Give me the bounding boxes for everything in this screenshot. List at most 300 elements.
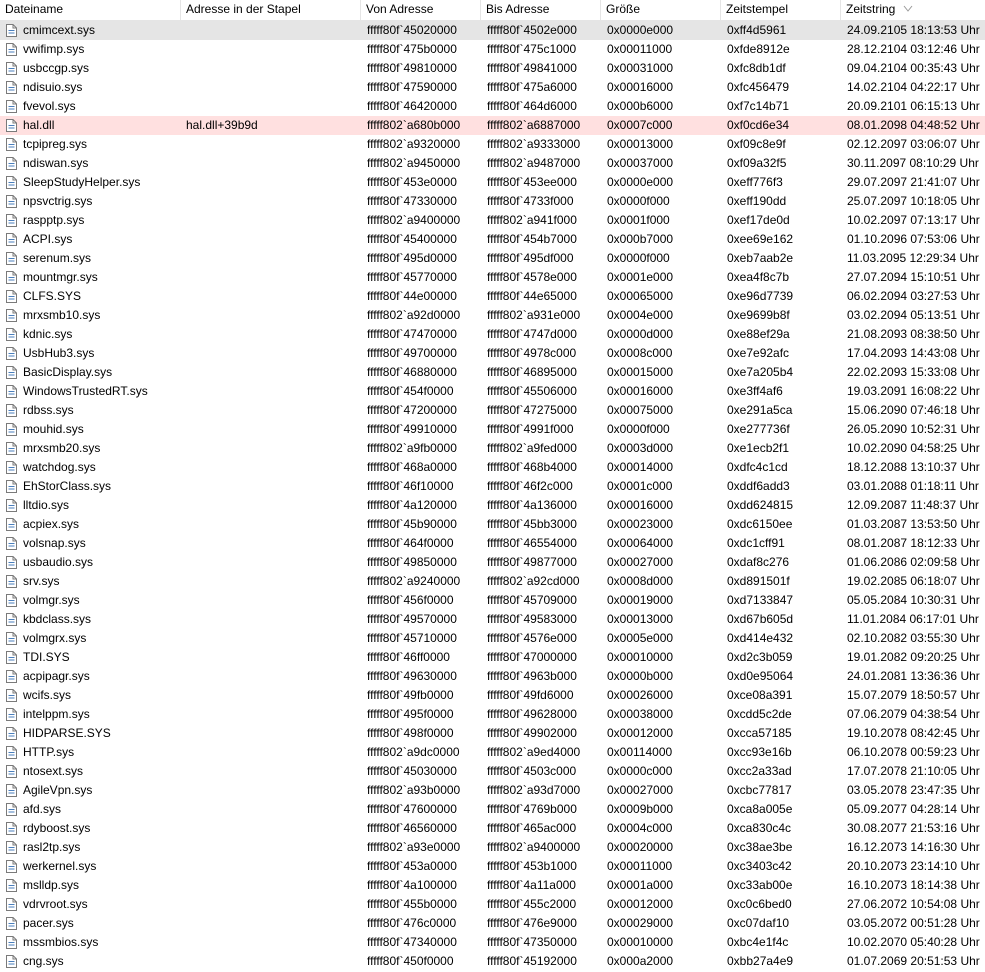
cell-dateiname (6, 78, 181, 97)
cell-dateiname (6, 306, 181, 325)
cell-zeitstring: 10.02.2097 07:13:17 Uhr (847, 213, 980, 227)
cell-dateiname (6, 458, 181, 477)
cell-groesse: 0x00065000 (607, 289, 674, 303)
cell-zeitstempel: 0xcc2a33ad (727, 764, 792, 778)
table-row[interactable] (0, 591, 985, 610)
cell-zeitstring: 10.02.2070 05:40:28 Uhr (847, 935, 980, 949)
file-icon (6, 651, 17, 664)
cell-dateiname (6, 477, 181, 496)
cell-zeitstring: 03.05.2078 23:47:35 Uhr (847, 783, 980, 797)
cell-von-adresse: fffff80f`46420000 (367, 99, 457, 113)
cell-zeitstempel: 0xca830c4c (727, 821, 792, 835)
cell-groesse: 0x0008c000 (607, 346, 673, 360)
cell-adresse-stapel (186, 344, 356, 363)
cell-bis-adresse: fffff80f`4733f000 (487, 194, 574, 208)
file-name: usbccgp.sys (23, 61, 90, 75)
cell-groesse: 0x00016000 (607, 80, 674, 94)
cell-zeitstring: 01.06.2086 02:09:58 Uhr (847, 555, 980, 569)
table-row[interactable] (0, 230, 985, 249)
cell-dateiname (6, 363, 181, 382)
file-icon (6, 347, 17, 360)
file-icon (6, 708, 17, 721)
file-icon (6, 423, 17, 436)
column-bis-adresse[interactable]: Bis Adresse (481, 0, 601, 20)
cell-von-adresse: fffff80f`4a100000 (367, 878, 457, 892)
column-header (0, 0, 985, 21)
column-dateiname[interactable]: Dateiname (0, 0, 181, 20)
cell-bis-adresse: fffff80f`4578e000 (487, 270, 577, 284)
cell-zeitstempel: 0xdc6150ee (727, 517, 793, 531)
file-name: wcifs.sys (23, 688, 71, 702)
file-icon (6, 43, 17, 56)
file-name: ACPI.sys (23, 232, 73, 246)
cell-bis-adresse: fffff80f`453ee000 (487, 175, 577, 189)
table-row[interactable] (0, 800, 985, 819)
cell-adresse-stapel (186, 78, 356, 97)
cell-zeitstempel: 0xff4d5961 (727, 23, 787, 37)
cell-dateiname (6, 876, 181, 895)
table-row[interactable] (0, 458, 985, 477)
file-icon (6, 233, 17, 246)
table-row[interactable] (0, 173, 985, 192)
cell-bis-adresse: fffff80f`453b1000 (487, 859, 577, 873)
file-icon (6, 936, 17, 949)
cell-adresse-stapel (186, 192, 356, 211)
table-row[interactable] (0, 439, 985, 458)
cell-von-adresse: fffff802`a9450000 (367, 156, 461, 170)
cell-adresse-stapel (186, 40, 356, 59)
cell-dateiname (6, 629, 181, 648)
cell-adresse-stapel (186, 230, 356, 249)
cell-zeitstempel: 0xc0c6bed0 (727, 897, 792, 911)
cell-groesse: 0x00013000 (607, 612, 674, 626)
table-row[interactable] (0, 534, 985, 553)
file-name: srv.sys (23, 574, 60, 588)
file-name: volmgr.sys (23, 593, 80, 607)
file-icon (6, 670, 17, 683)
cell-von-adresse: fffff802`a680b000 (367, 118, 461, 132)
cell-von-adresse: fffff80f`45400000 (367, 232, 457, 246)
table-row[interactable] (0, 59, 985, 78)
cell-zeitstring: 06.10.2078 00:59:23 Uhr (847, 745, 980, 759)
table-row[interactable] (0, 572, 985, 591)
cell-bis-adresse: fffff80f`47000000 (487, 650, 577, 664)
table-row[interactable] (0, 515, 985, 534)
file-icon (6, 252, 17, 265)
file-name: lltdio.sys (23, 498, 70, 512)
cell-von-adresse: fffff80f`46f10000 (367, 479, 454, 493)
file-icon (6, 385, 17, 398)
cell-groesse: 0x00014000 (607, 460, 674, 474)
cell-zeitstring: 28.12.2104 03:12:46 Uhr (847, 42, 980, 56)
cell-von-adresse: fffff80f`454f0000 (367, 384, 454, 398)
cell-von-adresse: fffff80f`49910000 (367, 422, 457, 436)
cell-groesse: 0x0000f000 (607, 422, 670, 436)
cell-adresse-stapel (186, 439, 356, 458)
table-row[interactable] (0, 116, 985, 135)
cell-von-adresse: fffff802`a9dc0000 (367, 745, 460, 759)
table-row[interactable] (0, 192, 985, 211)
file-name: vdrvroot.sys (23, 897, 88, 911)
table-row[interactable] (0, 762, 985, 781)
table-row[interactable] (0, 477, 985, 496)
table-row[interactable] (0, 97, 985, 116)
table-row[interactable] (0, 211, 985, 230)
cell-zeitstring: 20.09.2101 06:15:13 Uhr (847, 99, 980, 113)
cell-dateiname (6, 40, 181, 59)
cell-adresse-stapel (186, 21, 356, 40)
cell-dateiname (6, 268, 181, 287)
table-row[interactable] (0, 952, 985, 971)
cell-bis-adresse: fffff80f`465ac000 (487, 821, 577, 835)
cell-groesse: 0x00026000 (607, 688, 674, 702)
cell-adresse-stapel (186, 591, 356, 610)
cell-adresse-stapel (186, 857, 356, 876)
cell-adresse-stapel (186, 59, 356, 78)
cell-zeitstempel: 0xd891501f (727, 574, 790, 588)
cell-dateiname (6, 173, 181, 192)
file-name: HTTP.sys (23, 745, 75, 759)
table-row[interactable] (0, 553, 985, 572)
cell-adresse-stapel (186, 800, 356, 819)
cell-zeitstempel: 0xcc93e16b (727, 745, 792, 759)
cell-dateiname (6, 59, 181, 78)
cell-von-adresse: fffff80f`44e00000 (367, 289, 457, 303)
cell-zeitstring: 20.10.2073 23:14:10 Uhr (847, 859, 980, 873)
file-icon (6, 290, 17, 303)
file-icon (6, 841, 17, 854)
cell-groesse: 0x0007c000 (607, 118, 673, 132)
cell-zeitstring: 29.07.2097 21:41:07 Uhr (847, 175, 980, 189)
cell-zeitstring: 24.01.2081 13:36:36 Uhr (847, 669, 980, 683)
file-icon (6, 119, 17, 132)
file-icon (6, 613, 17, 626)
table-row[interactable] (0, 382, 985, 401)
cell-groesse: 0x00023000 (607, 517, 674, 531)
table-row[interactable] (0, 40, 985, 59)
cell-groesse: 0x0004c000 (607, 821, 673, 835)
cell-bis-adresse: fffff80f`455c2000 (487, 897, 577, 911)
cell-zeitstring: 01.07.2069 20:51:53 Uhr (847, 954, 980, 968)
table-row[interactable] (0, 686, 985, 705)
cell-bis-adresse: fffff80f`49877000 (487, 555, 577, 569)
cell-dateiname (6, 344, 181, 363)
cell-dateiname (6, 819, 181, 838)
cell-von-adresse: fffff80f`47470000 (367, 327, 457, 341)
cell-von-adresse: fffff80f`49fb0000 (367, 688, 454, 702)
cell-adresse-stapel (186, 553, 356, 572)
table-row[interactable] (0, 648, 985, 667)
cell-von-adresse: fffff80f`46560000 (367, 821, 457, 835)
cell-von-adresse: fffff802`a9320000 (367, 137, 461, 151)
table-row[interactable] (0, 629, 985, 648)
cell-zeitstring: 08.01.2098 04:48:52 Uhr (847, 118, 980, 132)
file-name: rdbss.sys (23, 403, 74, 417)
cell-groesse: 0x0000e000 (607, 23, 674, 37)
cell-von-adresse: fffff80f`464f0000 (367, 536, 454, 550)
cell-zeitstempel: 0xca8a005e (727, 802, 793, 816)
file-name: mrxsmb10.sys (23, 308, 101, 322)
cell-zeitstempel: 0xce08a391 (727, 688, 793, 702)
cell-zeitstempel: 0xddf6add3 (727, 479, 790, 493)
table-row[interactable] (0, 344, 985, 363)
cell-groesse: 0x00020000 (607, 840, 674, 854)
cell-adresse-stapel (186, 534, 356, 553)
cell-adresse-stapel (186, 762, 356, 781)
cell-zeitstempel: 0xe9699b8f (727, 308, 790, 322)
cell-bis-adresse: fffff802`a9333000 (487, 137, 581, 151)
cell-bis-adresse: fffff802`a9400000 (487, 840, 581, 854)
cell-zeitstempel: 0xdd624815 (727, 498, 794, 512)
table-row[interactable] (0, 135, 985, 154)
column-groesse[interactable]: Größe (601, 0, 721, 20)
file-icon (6, 157, 17, 170)
cell-dateiname (6, 895, 181, 914)
cell-adresse-stapel (186, 743, 356, 762)
table-row[interactable] (0, 610, 985, 629)
file-icon (6, 632, 17, 645)
table-row[interactable] (0, 743, 985, 762)
cell-von-adresse: fffff802`a92d0000 (367, 308, 461, 322)
cell-zeitstring: 18.12.2088 13:10:37 Uhr (847, 460, 980, 474)
table-row[interactable] (0, 420, 985, 439)
file-icon (6, 917, 17, 930)
cell-von-adresse: fffff80f`46ff0000 (367, 650, 450, 664)
cell-zeitstempel: 0xd414e432 (727, 631, 794, 645)
file-name: TDI.SYS (23, 650, 70, 664)
cell-bis-adresse: fffff80f`4747d000 (487, 327, 577, 341)
cell-zeitstempel: 0xe277736f (727, 422, 790, 436)
cell-adresse-stapel (186, 648, 356, 667)
table-row[interactable] (0, 705, 985, 724)
cell-adresse-stapel (186, 952, 356, 971)
cell-adresse-stapel (186, 97, 356, 116)
cell-dateiname (6, 439, 181, 458)
cell-zeitstempel: 0xcbc77817 (727, 783, 792, 797)
cell-zeitstempel: 0xdaf8c276 (727, 555, 790, 569)
table-row[interactable] (0, 249, 985, 268)
cell-groesse: 0x0001a000 (607, 878, 674, 892)
cell-groesse: 0x00010000 (607, 935, 674, 949)
cell-dateiname (6, 781, 181, 800)
cell-groesse: 0x0001f000 (607, 213, 670, 227)
cell-von-adresse: fffff80f`49850000 (367, 555, 457, 569)
cell-zeitstempel: 0xc38ae3be (727, 840, 793, 854)
table-row[interactable] (0, 781, 985, 800)
file-icon (6, 81, 17, 94)
cell-zeitstring: 15.06.2090 07:46:18 Uhr (847, 403, 980, 417)
table-row[interactable] (0, 401, 985, 420)
cell-zeitstempel: 0xf09c8e9f (727, 137, 786, 151)
cell-adresse-stapel (186, 477, 356, 496)
table-row[interactable] (0, 933, 985, 952)
cell-dateiname (6, 192, 181, 211)
cell-groesse: 0x000a2000 (607, 954, 674, 968)
cell-bis-adresse: fffff80f`49628000 (487, 707, 577, 721)
cell-dateiname (6, 667, 181, 686)
cell-zeitstring: 03.01.2088 01:18:11 Uhr (847, 479, 979, 493)
cell-groesse: 0x00064000 (607, 536, 674, 550)
file-name: ndiswan.sys (23, 156, 89, 170)
cell-dateiname (6, 610, 181, 629)
cell-von-adresse: fffff80f`47340000 (367, 935, 457, 949)
cell-von-adresse: fffff80f`495f0000 (367, 707, 454, 721)
cell-zeitstempel: 0xfde8912e (727, 42, 790, 56)
cell-adresse-stapel (186, 819, 356, 838)
cell-adresse-stapel (186, 287, 356, 306)
cell-zeitstring: 19.02.2085 06:18:07 Uhr (847, 574, 980, 588)
cell-dateiname (6, 21, 181, 40)
cell-von-adresse: fffff80f`450f0000 (367, 954, 454, 968)
file-icon (6, 765, 17, 778)
cell-adresse-stapel (186, 610, 356, 629)
file-icon (6, 556, 17, 569)
sort-descending-icon (903, 4, 913, 14)
cell-groesse: 0x0000f000 (607, 251, 670, 265)
cell-von-adresse: fffff80f`45b90000 (367, 517, 457, 531)
cell-adresse-stapel: hal.dll+39b9d (186, 118, 258, 132)
file-icon (6, 328, 17, 341)
file-name: cmimcext.sys (23, 23, 95, 37)
column-adresse-stapel[interactable]: Adresse in der Stapel (181, 0, 361, 20)
cell-zeitstring: 01.10.2096 07:53:06 Uhr (847, 232, 980, 246)
cell-zeitstring: 26.05.2090 10:52:31 Uhr (847, 422, 980, 436)
cell-bis-adresse: fffff80f`49841000 (487, 61, 577, 75)
table-row[interactable] (0, 78, 985, 97)
cell-zeitstempel: 0xeff776f3 (727, 175, 783, 189)
file-name: acpiex.sys (23, 517, 80, 531)
table-row[interactable] (0, 306, 985, 325)
cell-zeitstempel: 0xc33ab00e (727, 878, 793, 892)
cell-zeitstempel: 0xc3403c42 (727, 859, 792, 873)
cell-bis-adresse: fffff802`a6887000 (487, 118, 581, 132)
table-row[interactable] (0, 287, 985, 306)
cell-von-adresse: fffff80f`47600000 (367, 802, 457, 816)
cell-zeitstempel: 0xeb7aab2e (727, 251, 794, 265)
cell-von-adresse: fffff802`a93b0000 (367, 783, 461, 797)
cell-bis-adresse: fffff80f`45192000 (487, 954, 577, 968)
cell-adresse-stapel (186, 686, 356, 705)
cell-dateiname (6, 496, 181, 515)
file-name: SleepStudyHelper.sys (23, 175, 141, 189)
file-icon (6, 195, 17, 208)
cell-von-adresse: fffff80f`495d0000 (367, 251, 457, 265)
file-icon (6, 100, 17, 113)
file-name: werkernel.sys (23, 859, 97, 873)
cell-zeitstring: 02.10.2082 03:55:30 Uhr (847, 631, 980, 645)
cell-bis-adresse: fffff80f`4a136000 (487, 498, 577, 512)
cell-adresse-stapel (186, 382, 356, 401)
table-row[interactable] (0, 819, 985, 838)
cell-zeitstempel: 0xe96d7739 (727, 289, 794, 303)
cell-zeitstring: 27.07.2094 15:10:51 Uhr (847, 270, 980, 284)
column-zeitstempel[interactable]: Zeitstempel (721, 0, 841, 20)
table-row[interactable] (0, 724, 985, 743)
cell-zeitstring: 16.10.2073 18:14:38 Uhr (847, 878, 980, 892)
cell-zeitstring: 03.05.2072 00:51:28 Uhr (847, 916, 980, 930)
cell-adresse-stapel (186, 306, 356, 325)
cell-bis-adresse: fffff80f`49583000 (487, 612, 577, 626)
cell-bis-adresse: fffff80f`46895000 (487, 365, 577, 379)
file-name: mountmgr.sys (23, 270, 98, 284)
cell-von-adresse: fffff80f`45020000 (367, 23, 457, 37)
cell-zeitstring: 02.12.2097 03:06:07 Uhr (847, 137, 980, 151)
cell-adresse-stapel (186, 135, 356, 154)
table-row[interactable] (0, 268, 985, 287)
table-row[interactable] (0, 914, 985, 933)
file-icon (6, 176, 17, 189)
file-icon (6, 860, 17, 873)
table-row[interactable] (0, 838, 985, 857)
cell-dateiname (6, 230, 181, 249)
table-row[interactable] (0, 363, 985, 382)
cell-bis-adresse: fffff80f`49fd6000 (487, 688, 574, 702)
cell-bis-adresse: fffff80f`468b4000 (487, 460, 577, 474)
cell-zeitstempel: 0xfc8db1df (727, 61, 786, 75)
column-zeitstring[interactable]: Zeitstring (841, 0, 985, 20)
table-row[interactable] (0, 154, 985, 173)
cell-bis-adresse: fffff80f`46f2c000 (487, 479, 573, 493)
table-row[interactable] (0, 496, 985, 515)
cell-groesse: 0x000b7000 (607, 232, 674, 246)
table-row[interactable] (0, 895, 985, 914)
file-name: mslldp.sys (23, 878, 80, 892)
cell-dateiname (6, 287, 181, 306)
cell-zeitstring: 12.09.2087 11:48:37 Uhr (847, 498, 979, 512)
cell-groesse: 0x0009b000 (607, 802, 674, 816)
cell-zeitstempel: 0xc07daf10 (727, 916, 790, 930)
cell-dateiname (6, 648, 181, 667)
cell-groesse: 0x0000e000 (607, 175, 674, 189)
cell-von-adresse: fffff80f`498f0000 (367, 726, 454, 740)
cell-von-adresse: fffff80f`476c0000 (367, 916, 457, 930)
file-name: npsvctrig.sys (23, 194, 93, 208)
cell-adresse-stapel (186, 496, 356, 515)
cell-von-adresse: fffff80f`456f0000 (367, 593, 454, 607)
file-icon (6, 24, 17, 37)
cell-groesse: 0x00075000 (607, 403, 674, 417)
cell-zeitstring: 17.04.2093 14:43:08 Uhr (847, 346, 980, 360)
table-row[interactable] (0, 876, 985, 895)
table-row[interactable] (0, 857, 985, 876)
table-row[interactable] (0, 21, 985, 40)
cell-bis-adresse: fffff80f`475c1000 (487, 42, 577, 56)
cell-zeitstring: 05.05.2084 10:30:31 Uhr (847, 593, 980, 607)
column-von-adresse[interactable]: Von Adresse (361, 0, 481, 20)
file-name: tcpipreg.sys (23, 137, 88, 151)
cell-dateiname (6, 724, 181, 743)
file-icon (6, 442, 17, 455)
file-name: UsbHub3.sys (23, 346, 95, 360)
file-name: kdnic.sys (23, 327, 73, 341)
table-row[interactable] (0, 667, 985, 686)
file-name: hal.dll (23, 118, 55, 132)
cell-zeitstring: 25.07.2097 10:18:05 Uhr (847, 194, 980, 208)
file-icon (6, 214, 17, 227)
cell-zeitstempel: 0xe88ef29a (727, 327, 790, 341)
cell-zeitstring: 11.01.2084 06:17:01 Uhr (847, 612, 979, 626)
cell-zeitstempel: 0xfc456479 (727, 80, 790, 94)
file-icon (6, 62, 17, 75)
file-icon (6, 138, 17, 151)
table-row[interactable] (0, 325, 985, 344)
cell-groesse: 0x00029000 (607, 916, 674, 930)
file-name: kbdclass.sys (23, 612, 92, 626)
file-icon (6, 898, 17, 911)
cell-zeitstring: 27.06.2072 10:54:08 Uhr (847, 897, 980, 911)
cell-bis-adresse: fffff802`a92cd000 (487, 574, 580, 588)
file-name: ntosext.sys (23, 764, 84, 778)
